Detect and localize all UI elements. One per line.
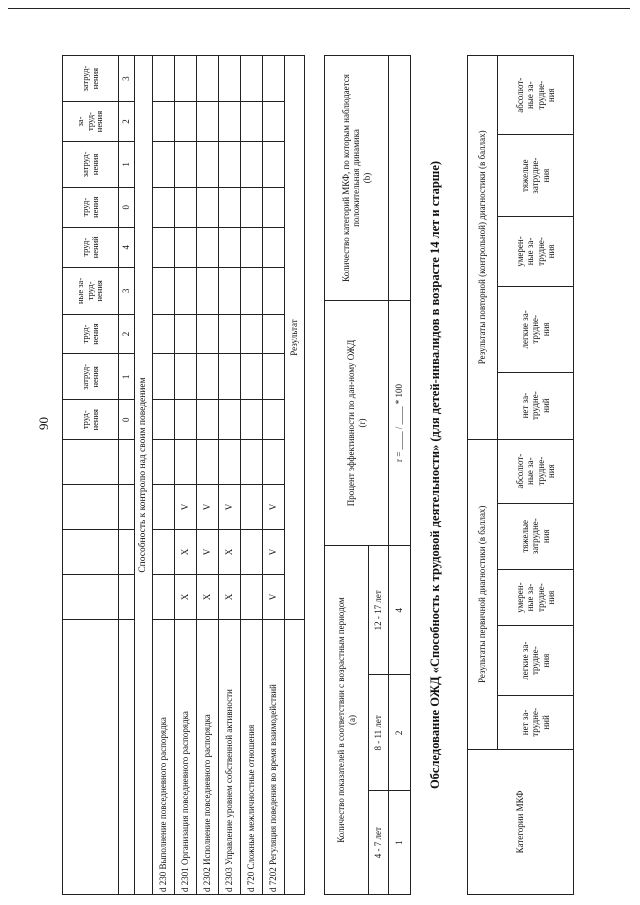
- grade-header: легкие за- трудне- ния: [498, 626, 574, 695]
- col-b-value: [389, 56, 411, 301]
- col-b-header: [325, 56, 389, 301]
- mark-cell: [153, 440, 175, 485]
- header-group-6: затруд- нения: [63, 141, 119, 187]
- header-group-8: затруд- нения: [63, 56, 119, 102]
- grade-header: умерен- ные за- трудне- ния: [498, 216, 574, 286]
- mark-cell: [241, 440, 263, 485]
- section-title: Способность к контролю над своим поведением: [135, 56, 153, 895]
- row-label: d 7202 Регуляция поведения во время взаимодействий: [263, 620, 285, 895]
- code-6: 1: [119, 141, 135, 187]
- col-b-letter: (b): [361, 172, 372, 184]
- mark-cell: X: [219, 575, 241, 620]
- mark-cell: [175, 440, 197, 485]
- mark-cell: [153, 485, 175, 530]
- category-header: Категории МКФ: [468, 750, 574, 895]
- header-group-4: труд- нений: [63, 227, 119, 267]
- mark-cell: X: [219, 530, 241, 575]
- code-2: 2: [119, 314, 135, 354]
- mark-cell: V: [197, 485, 219, 530]
- header-group-3: ные за- труд- нения: [63, 268, 119, 315]
- mark-cell: X: [175, 575, 197, 620]
- age-group: 12 - 17 лет: [369, 546, 389, 676]
- summary-table: [324, 55, 411, 895]
- code-5: 0: [119, 187, 135, 227]
- col-r-header: [325, 301, 389, 546]
- mark-cell: [153, 575, 175, 620]
- section-heading: Обследование ОЖД «Способность к трудовой деятельности» (для детей-инвалидов в возрасте 14 лет и старше): [428, 160, 442, 790]
- age-value: 2: [389, 675, 411, 791]
- row-label: d 720 Сложные межличностные отношения: [241, 620, 263, 895]
- rotated-document-body: [62, 55, 582, 895]
- mark-cell: V: [219, 485, 241, 530]
- grade-header: нет за- трудне- ний: [498, 695, 574, 749]
- code-3: 3: [119, 268, 135, 315]
- mark-cell: [197, 440, 219, 485]
- mark-cell: [241, 530, 263, 575]
- mark-cell: X: [175, 530, 197, 575]
- age-group: 4 - 7 лет: [369, 791, 389, 895]
- age-value: 1: [389, 791, 411, 895]
- grade-header: нет за- трудне- ний: [498, 372, 574, 439]
- mark-cell: V: [263, 530, 285, 575]
- grade-header: абсолют- ные за- трудне- ния: [498, 56, 574, 135]
- mark-cell: V: [197, 530, 219, 575]
- grade-header: абсолют- ные за- трудне- ния: [498, 439, 574, 503]
- code-4: 4: [119, 227, 135, 267]
- labor-activity-table: [467, 55, 574, 895]
- mark-cell: V: [263, 485, 285, 530]
- header-group-0: труд- нения: [63, 400, 119, 440]
- assessment-table: [62, 55, 305, 895]
- grade-header: тяжелые затрудне- ния: [498, 503, 574, 569]
- row-label: d 2301 Организация повседневного распорядка: [175, 620, 197, 895]
- row-label: d 230 Выполнение повседневного распорядка: [153, 620, 175, 895]
- page-top-rule: [8, 8, 630, 9]
- code-8: 3: [119, 56, 135, 102]
- grade-header: легкие за- трудне- ния: [498, 287, 574, 373]
- age-value: 4: [389, 546, 411, 676]
- result-label: Результат: [285, 56, 305, 620]
- code-7: 2: [119, 102, 135, 142]
- code-0: 0: [119, 400, 135, 440]
- mark-cell: V: [263, 575, 285, 620]
- mark-cell: [219, 440, 241, 485]
- code-1: 1: [119, 354, 135, 400]
- page-number: 90: [36, 417, 51, 430]
- header-group-2: труд- нения: [63, 314, 119, 354]
- col-a-letter: (а): [346, 715, 357, 725]
- grade-header: тяжелые затрудне- ния: [498, 135, 574, 216]
- mark-cell: [241, 575, 263, 620]
- header-group-5: труд- нения: [63, 187, 119, 227]
- col-b-title: Количество категорий МКФ, по которым наблюдается положительная динамика: [340, 74, 362, 282]
- grade-header: умерен- ные за- трудне- ния: [498, 569, 574, 626]
- repeat-diagnostics-header: Результаты повторной (контрольной) диагностики (в баллах): [468, 56, 498, 440]
- row-label: d 2302 Исполнение повседневного распорядка: [197, 620, 219, 895]
- col-a-header: [325, 546, 369, 895]
- formula: r = ____ / ____ * 100: [389, 301, 411, 546]
- header-group-1: затруд- нения: [63, 354, 119, 400]
- mark-cell: [153, 530, 175, 575]
- header-blank: [63, 620, 119, 895]
- col-r-title: Процент эффективности по дан-ному ОЖД: [346, 339, 357, 507]
- mark-cell: [263, 440, 285, 485]
- mark-cell: [241, 485, 263, 530]
- mark-cell: V: [175, 485, 197, 530]
- age-group: 8 - 11 лет: [369, 675, 389, 791]
- col-r-letter: (r): [356, 418, 367, 428]
- primary-diagnostics-header: Результаты первичной диагностики (в баллах): [468, 439, 498, 749]
- row-label: d 2303 Управление уровнем собственной активности: [219, 620, 241, 895]
- header-group-7: за- труд- нения: [63, 102, 119, 142]
- col-a-title: Количество показателей в соответствии с возрастным периодом: [336, 597, 347, 843]
- mark-cell: X: [197, 575, 219, 620]
